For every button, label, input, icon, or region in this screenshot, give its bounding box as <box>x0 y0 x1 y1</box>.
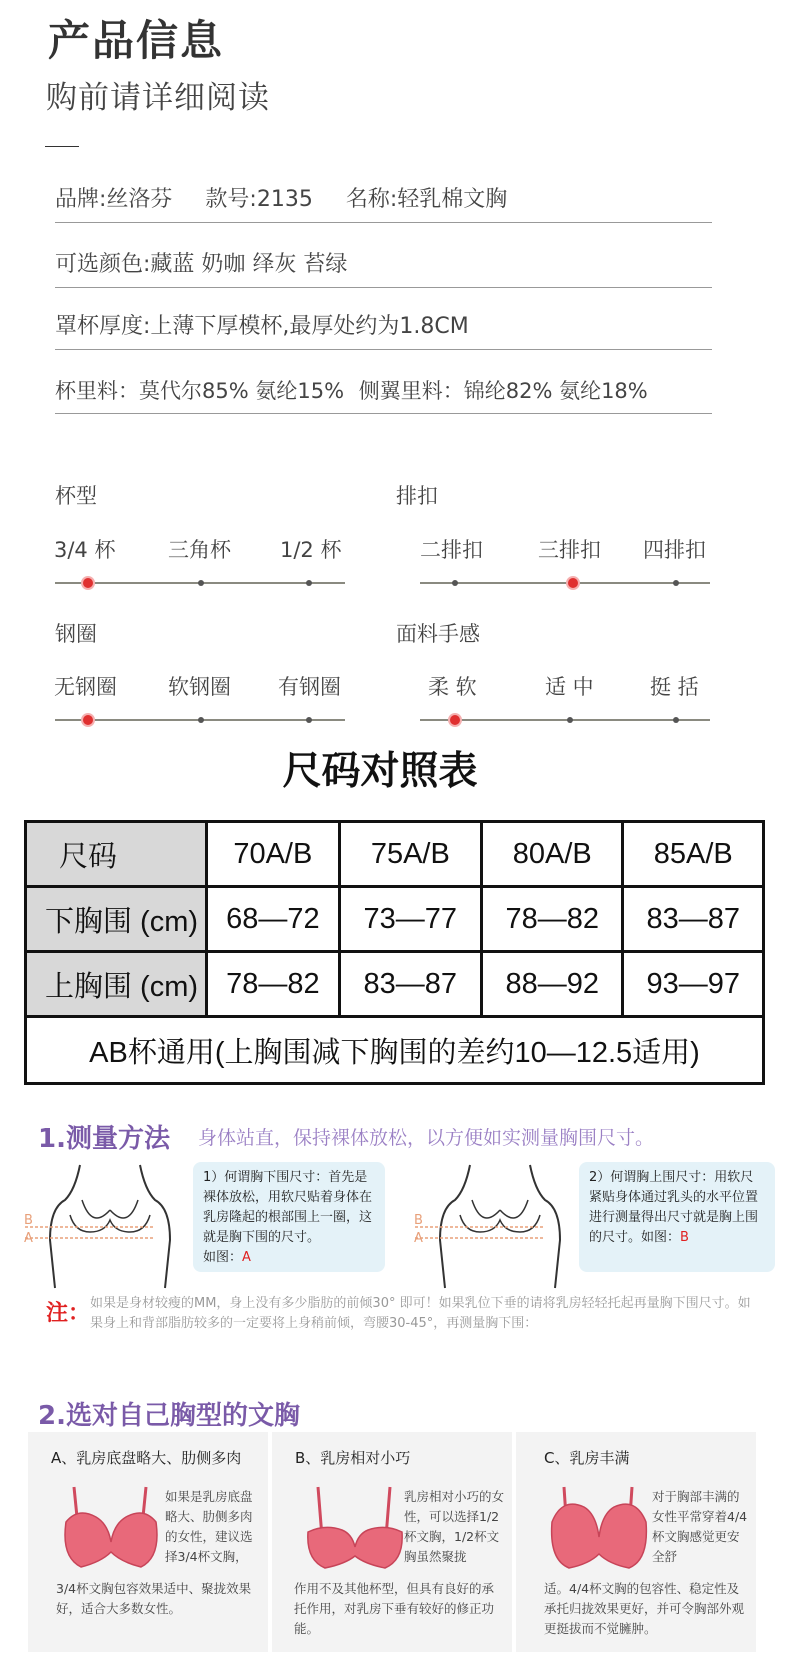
underbust-label: 下胸围 (cm) <box>26 887 207 952</box>
option-feel-soft: 柔 软 <box>428 675 477 699</box>
colors-text: 可选颜色:藏蓝 奶咖 绎灰 苔绿 <box>55 252 348 277</box>
option-cup-34: 3/4 杯 <box>54 538 116 562</box>
feel-slider-track <box>420 719 710 721</box>
bubble-a-mark: A <box>242 1250 251 1265</box>
bra-icon-34 <box>56 1482 166 1572</box>
card-c-side-text: 对于胸部丰满的女性平常穿着4/4杯文胸感觉更安全舒 <box>652 1489 748 1564</box>
lining-wing-text: 侧翼里料：锦纶82% 氨纶18% <box>358 379 648 403</box>
card-b-bottom-text: 作用不及其他杯型，但具有良好的承托作用，对乳房下垂有较好的修正功能。 <box>294 1581 495 1636</box>
table-row-header <box>26 822 764 887</box>
page-subtitle: 购前请详细阅读 <box>46 80 270 116</box>
bubble-a-fig: 如图： <box>203 1250 243 1265</box>
note-label: 注： <box>46 1301 91 1326</box>
model-text: 款号:2135 <box>205 187 313 212</box>
brand-text: 品牌:丝洛芬 <box>55 187 173 212</box>
note-text: 如果是身材较瘦的MM，身上没有多少脂肪的前倾30° 即可！如果乳位下垂的请将乳房轻轻托起再量胸下围尺寸。如果身上和背部脂肪较多的一定要将上身稍前倾，弯腰30-45°，再测量胸下围： <box>90 1296 751 1331</box>
label-b-right: B <box>414 1213 423 1228</box>
bubble-a-text: 1）何谓胸下围尺寸：首先是裸体放松，用软尺贴着身体在乳房隆起的根部围上一圈，这就是胸下围的尺寸。 <box>203 1170 373 1245</box>
card-c-title: C、乳房丰满 <box>544 1449 630 1467</box>
feel-dot <box>673 717 679 723</box>
bubble-b-text: 2）何谓胸上围尺寸：用软尺紧贴身体通过乳头的水平位置进行测量得出尺寸就是胸上围的尺寸。如图： <box>589 1170 759 1245</box>
table-cell: 73—77 <box>339 887 481 952</box>
table-cell: 78—82 <box>482 887 623 952</box>
attr-feel-title: 面料手感 <box>396 622 480 646</box>
choose-heading: 2.选对自己胸型的文胸 <box>38 1401 300 1431</box>
size-chart-title: 尺码对照表 <box>282 749 478 794</box>
size-table-footer: AB杯通用(上胸围减下胸围的差约10—12.5适用) <box>26 1017 764 1084</box>
wire-dot <box>306 717 312 723</box>
card-a <box>28 1432 268 1652</box>
table-row-underbust <box>26 887 764 952</box>
card-b <box>272 1432 512 1652</box>
cup-type-selected-dot <box>81 576 95 590</box>
table-cell: 88—92 <box>482 952 623 1017</box>
wire-dot <box>198 717 204 723</box>
measure-bubble-a <box>193 1162 385 1272</box>
card-b-side-text: 乳房相对小巧的女性，可以选择1/2杯文胸，1/2杯文胸虽然聚拢 <box>404 1489 505 1564</box>
torso-illustration-a <box>20 1160 190 1290</box>
card-a-title: A、乳房底盘略大、肋侧多肉 <box>51 1449 242 1467</box>
hooks-selected-dot <box>566 576 580 590</box>
feel-selected-dot <box>448 713 462 727</box>
wire-selected-dot <box>81 713 95 727</box>
option-cup-half: 1/2 杯 <box>280 538 342 562</box>
size-cell: 85A/B <box>623 822 764 887</box>
table-cell: 78—82 <box>207 952 340 1017</box>
option-hooks-four: 四排扣 <box>643 538 706 562</box>
bubble-b-mark: B <box>680 1230 689 1245</box>
measure-bubble-b <box>579 1162 775 1272</box>
size-table <box>24 820 765 1085</box>
divider <box>45 146 79 147</box>
size-cell: 75A/B <box>339 822 481 887</box>
hooks-dot <box>673 580 679 586</box>
label-a-left: A <box>24 1231 33 1246</box>
option-hooks-three: 三排扣 <box>538 538 601 562</box>
card-c-bottom-text: 适。4/4杯文胸的包容性、稳定性及承托归拢效果更好，并可令胸部外观更挺拔而不觉臃肿。 <box>544 1581 745 1636</box>
cup-type-dot <box>306 580 312 586</box>
table-cell: 93—97 <box>623 952 764 1017</box>
attr-hooks-title: 排扣 <box>396 484 438 508</box>
bra-icon-half <box>300 1482 410 1572</box>
table-cell: 83—87 <box>623 887 764 952</box>
name-text: 名称:轻乳棉文胸 <box>345 187 508 212</box>
hooks-dot <box>452 580 458 586</box>
size-cell: 70A/B <box>207 822 340 887</box>
info-row-thickness <box>55 305 712 350</box>
feel-dot <box>567 717 573 723</box>
torso-illustration-b <box>410 1160 580 1290</box>
size-cell: 80A/B <box>482 822 623 887</box>
option-wire-none: 无钢圈 <box>54 675 117 699</box>
overbust-label: 上胸围 (cm) <box>26 952 207 1017</box>
table-row-overbust <box>26 952 764 1017</box>
measure-description: 身体站直，保持裸体放松，以方便如实测量胸围尺寸。 <box>198 1127 655 1149</box>
hooks-slider-track <box>420 582 710 584</box>
lining-cup-text: 杯里料：莫代尔85% 氨纶15% <box>55 379 345 403</box>
table-cell: 83—87 <box>339 952 481 1017</box>
option-feel-firm: 挺 括 <box>650 675 699 699</box>
measure-heading: 1.测量方法 <box>38 1124 170 1154</box>
cup-type-dot <box>198 580 204 586</box>
card-a-bottom-text: 3/4杯文胸包容效果适中、聚拢效果好，适合大多数女性。 <box>56 1581 252 1616</box>
table-row-footer <box>26 1017 764 1084</box>
table-cell: 68—72 <box>207 887 340 952</box>
attr-cup-type-title: 杯型 <box>55 484 97 508</box>
option-feel-medium: 适 中 <box>545 675 594 699</box>
label-b-left: B <box>24 1213 33 1228</box>
info-row-lining <box>55 369 712 414</box>
option-cup-triangle: 三角杯 <box>168 538 231 562</box>
option-hooks-two: 二排扣 <box>420 538 483 562</box>
page-title: 产品信息 <box>48 16 225 65</box>
card-a-side-text: 如果是乳房底盘略大、肋侧多肉的女性，建议选择3/4杯文胸， <box>165 1489 253 1564</box>
card-c <box>516 1432 756 1652</box>
label-a-right: A <box>414 1231 423 1246</box>
bra-icon-full <box>544 1482 654 1572</box>
size-header-label: 尺码 <box>26 822 207 887</box>
card-b-title: B、乳房相对小巧 <box>295 1449 411 1467</box>
attr-wire-title: 钢圈 <box>55 622 97 646</box>
info-row-colors <box>55 243 712 288</box>
info-row-brand <box>55 178 712 223</box>
option-wire-full: 有钢圈 <box>278 675 341 699</box>
option-wire-soft: 软钢圈 <box>168 675 231 699</box>
thickness-text: 罩杯厚度:上薄下厚模杯,最厚处约为1.8CM <box>55 314 469 339</box>
